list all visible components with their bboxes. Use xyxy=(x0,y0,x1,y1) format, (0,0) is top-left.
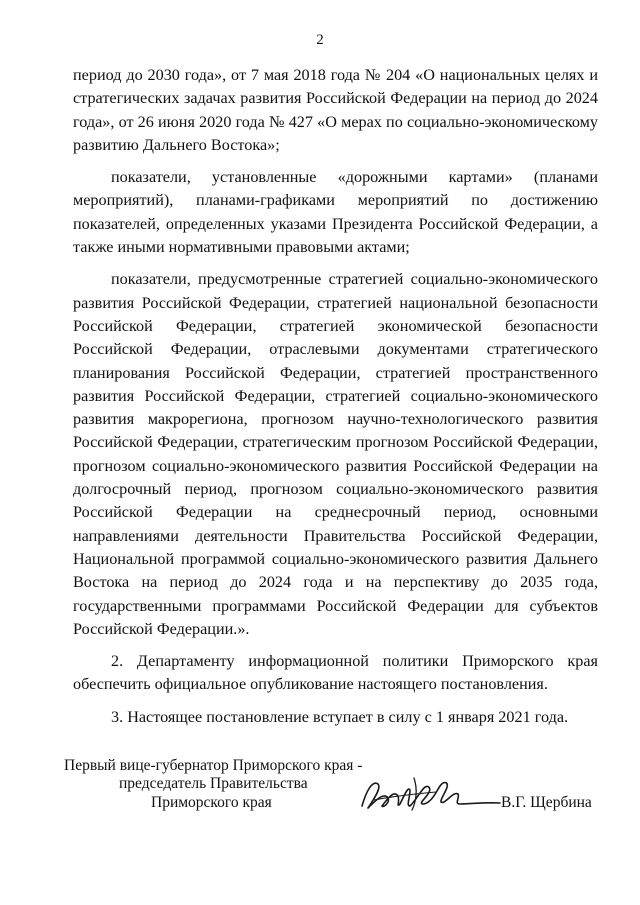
paragraph-publication-clause: 2. Департаменту информационной политики Приморского края обеспечить официальное опубликование настоящего постановления. xyxy=(73,652,598,694)
paragraph-strategy-indicators: показатели, предусмотренные стратегией социально-экономического развития Российской Федерации, стратегией национальной безопасности Российской Федерации, стратегией экономической безопасности Российской Федерации, отраслевыми документами стратегического планирования Российской Федерации, стратегией пространственного развития Российской Федерации, стратегией социально-экономического развития макрорегиона, прогнозом научно-технологического развития Российской Федерации, стратегическим прогнозом Российской Федерации, прогнозом социально-экономического развития Российской Федерации на долгосрочный период, прогнозом социально-экономического развития Российской Федерации на среднесрочный период, основными направлениями деятельности Правительства Российской Федерации, Национальной программой социально-экономического развития Дальнего Востока на период до 2024 года и на перспективу до 2035 года, государственными программами Российской Федерации для субъектов Российской Федерации.». xyxy=(73,270,598,638)
paragraph-roadmap-indicators: показатели, установленные «дорожными картами» (планами мероприятий), планами-графиками мероприятий по достижению показателей, определенных указами Президента Российской Федерации, а также иными нормативными правовыми актами; xyxy=(73,168,598,257)
signatory-title-line-1: Первый вице-губернатор Приморского края - xyxy=(64,757,363,774)
signatory-title-line-2: председатель Правительства xyxy=(119,775,308,792)
document-body xyxy=(73,64,598,747)
paragraph-effective-date-clause: 3. Настоящее постановление вступает в силу с 1 января 2021 года. xyxy=(111,707,569,726)
signatory-name: В.Г. Щербина xyxy=(501,794,592,811)
handwritten-signature xyxy=(354,770,504,820)
paragraph-decrees-continuation: период до 2030 года», от 7 мая 2018 года № 204 «О национальных целях и стратегических задачах развития Российской Федерации на период до 2024 года», от 26 июня 2020 года № 427 «О мерах по социально-экономическому развитию Дальнего Востока»; xyxy=(73,66,598,154)
signatory-title-line-3: Приморского края xyxy=(151,794,272,811)
page-number: 2 xyxy=(316,32,324,48)
signature-block xyxy=(64,756,604,816)
